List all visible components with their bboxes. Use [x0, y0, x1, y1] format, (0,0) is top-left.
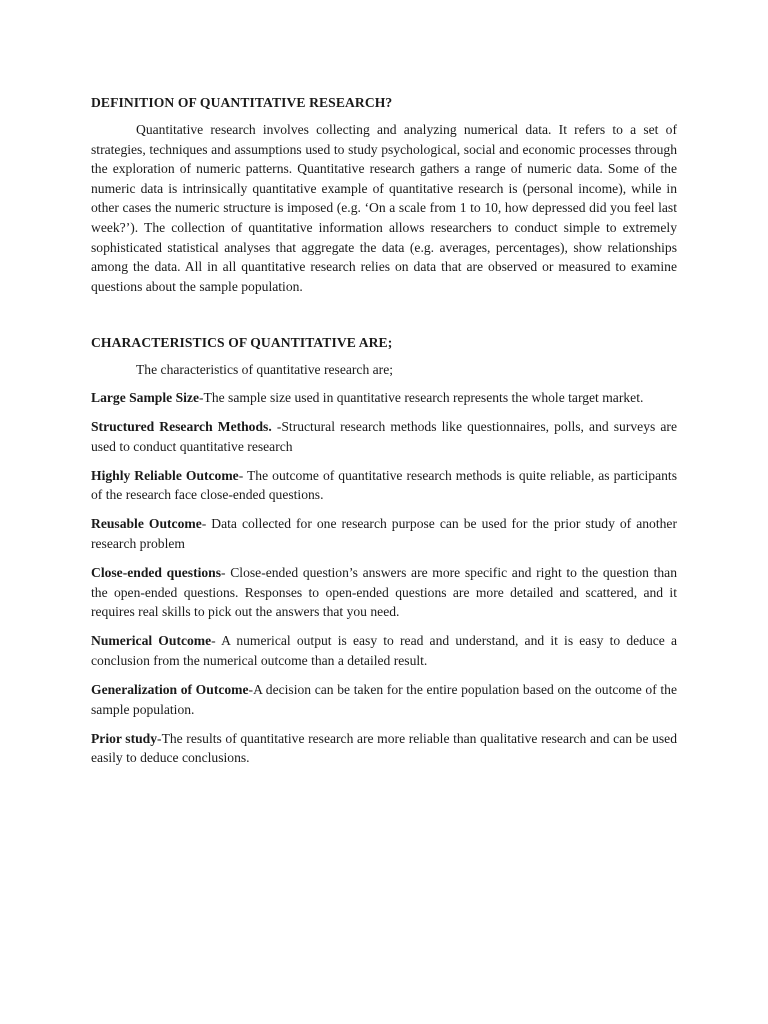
characteristic-text: -The sample size used in quantitative research represents the whole target market.	[198, 389, 644, 405]
characteristic-item	[91, 514, 677, 553]
characteristic-term: Generalization of Outcome	[91, 682, 249, 698]
characteristic-text: - Data collected for one research purpose can be used for the prior study of another research problem	[91, 516, 677, 551]
section-heading-characteristics: CHARACTERISTICS OF QUANTITATIVE ARE;	[91, 335, 393, 351]
characteristic-text: -The results of quantitative research are more reliable than qualitative research and can be used easily to deduce conclusions.	[91, 730, 677, 766]
characteristics-intro: The characteristics of quantitative research are;	[136, 362, 394, 378]
characteristic-term: Structured Research Methods.	[91, 419, 272, 435]
characteristics-list	[91, 388, 677, 768]
characteristic-item	[91, 417, 677, 456]
section-heading-definition: DEFINITION OF QUANTITATIVE RESEARCH?	[91, 95, 393, 110]
characteristic-text: -Structural research methods like questionnaires, polls, and surveys are used to conduct quantitative research	[91, 419, 677, 454]
characteristic-term: Large Sample Size	[91, 389, 199, 405]
document-page	[91, 93, 677, 777]
characteristic-text: -A decision can be taken for the entire population based on the outcome of the sample population.	[91, 682, 678, 717]
characteristic-item	[91, 388, 677, 408]
characteristic-term: Reusable Outcome	[91, 516, 202, 532]
definition-paragraph: Quantitative research involves collecting and analyzing numerical data. It refers to a set of strategies, techniques and assumptions used to study psychological, social and economic processes through the exploration of numeric patterns. Quantitative research gathers a range of numeric data. Some of the numeric data is intrinsically quantitative example of quantitative research is (personal income), while in other cases the numeric structure is imposed (e.g. ‘On a scale from 1 to 10, how depressed did you feel last week?’). The collection of quantitative information allows researchers to conduct simple to extremely sophisticated statistical analyses that aggregate the data (e.g. averages, percentages), show relationships among the data. All in all quantitative research relies on data that are observed or measured to examine questions about the sample population.	[91, 122, 677, 294]
characteristic-term: Highly Reliable Outcome	[91, 467, 239, 483]
characteristic-item	[91, 729, 677, 768]
characteristic-term: Numerical Outcome	[91, 633, 212, 649]
characteristic-item	[91, 680, 677, 719]
characteristic-term: Prior study	[91, 730, 158, 746]
characteristic-text: - A numerical output is easy to read and understand, and it is easy to deduce a conclusion from the numerical outcome than a detailed result.	[91, 633, 677, 668]
characteristic-text: - Close-ended question’s answers are more specific and right to the question than the open-ended questions. Responses to open-ended questions are more detailed and scattered, and it requires real skills to pick out the answers that you need.	[91, 565, 677, 620]
characteristic-item	[91, 563, 677, 622]
characteristic-text: - The outcome of quantitative research methods is quite reliable, as participants of the research face close-ended questions.	[91, 467, 677, 503]
characteristic-term: Close-ended questions	[91, 565, 222, 581]
characteristic-item	[91, 466, 677, 505]
characteristic-item	[91, 631, 677, 670]
